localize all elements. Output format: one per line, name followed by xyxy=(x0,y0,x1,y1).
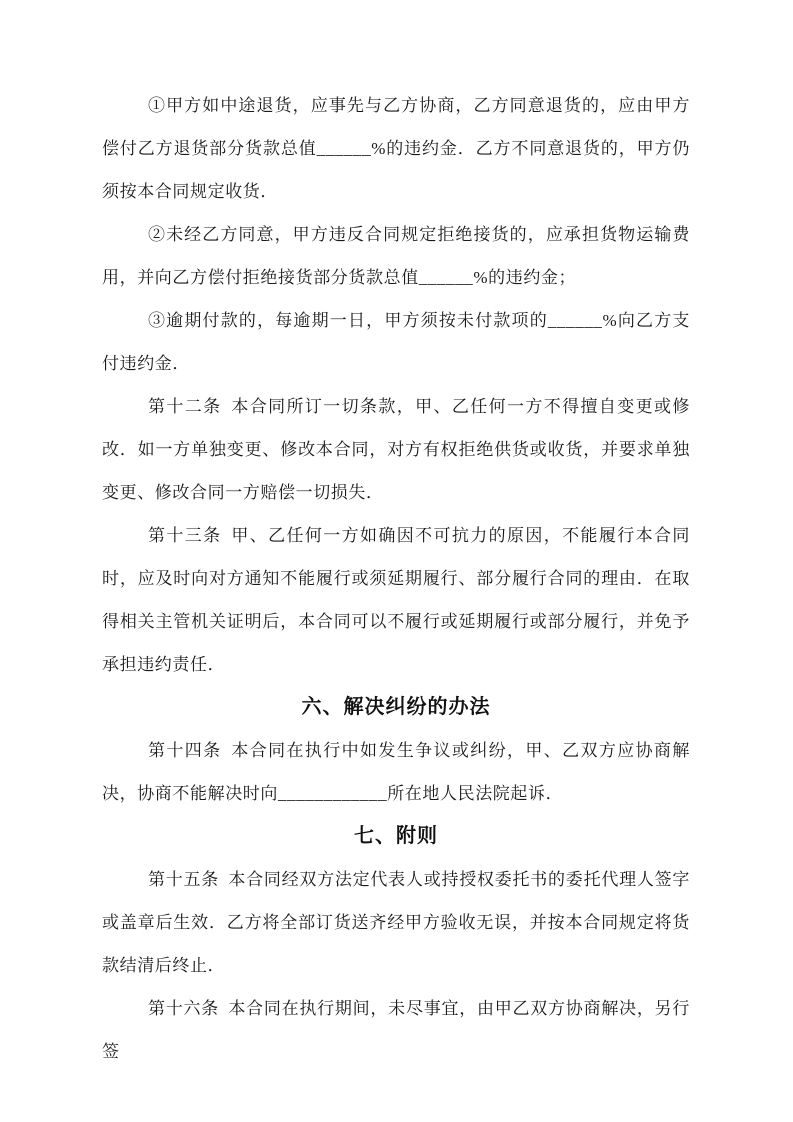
contract-paragraph-return-goods: ①甲方如中途退货，应事先与乙方协商，乙方同意退货的，应由甲方偿付乙方退货部分货款总值______%的违约金．乙方不同意退货的，甲方仍须按本合同规定收货． xyxy=(102,96,690,201)
contract-paragraph-refuse-goods: ②未经乙方同意，甲方违反合同规定拒绝接货的，应承担货物运输费用，并向乙方偿付拒绝接货部分货款总值______%的违约金； xyxy=(102,225,690,287)
contract-paragraph-overdue-payment: ③逾期付款的，每逾期一日，甲方须按未付款项的______%向乙方支付违约金． xyxy=(102,311,690,373)
section-heading-supplementary: 七、附则 xyxy=(354,825,438,847)
contract-paragraph-article-15: 第十五条 本合同经双方法定代表人或持授权委托书的委托代理人签字或盖章后生效．乙方将全部订货送齐经甲方验收无误，并按本合同规定将货款结清后终止． xyxy=(102,870,690,975)
section-heading-dispute-resolution: 六、解决纠纷的办法 xyxy=(301,696,491,718)
contract-paragraph-article-13: 第十三条 甲、乙任何一方如确因不可抗力的原因，不能履行本合同时，应及时向对方通知不能履行或须延期履行、部分履行合同的理由．在取得相关主管机关证明后，本合同可以不履行或延期履行或部分履行，并免予承担违约责任． xyxy=(102,526,690,674)
contract-body xyxy=(102,84,690,1073)
contract-paragraph-article-16: 第十六条 本合同在执行期间，未尽事宜，由甲乙双方协商解决，另行签 xyxy=(102,999,690,1061)
contract-paragraph-article-14: 第十四条 本合同在执行中如发生争议或纠纷，甲、乙双方应协商解决，协商不能解决时向____________所在地人民法院起诉． xyxy=(102,741,690,803)
contract-paragraph-article-12: 第十二条 本合同所订一切条款，甲、乙任何一方不得擅自变更或修改．如一方单独变更、修改本合同，对方有权拒绝供货或收货，并要求单独变更、修改合同一方赔偿一切损失． xyxy=(102,397,690,502)
